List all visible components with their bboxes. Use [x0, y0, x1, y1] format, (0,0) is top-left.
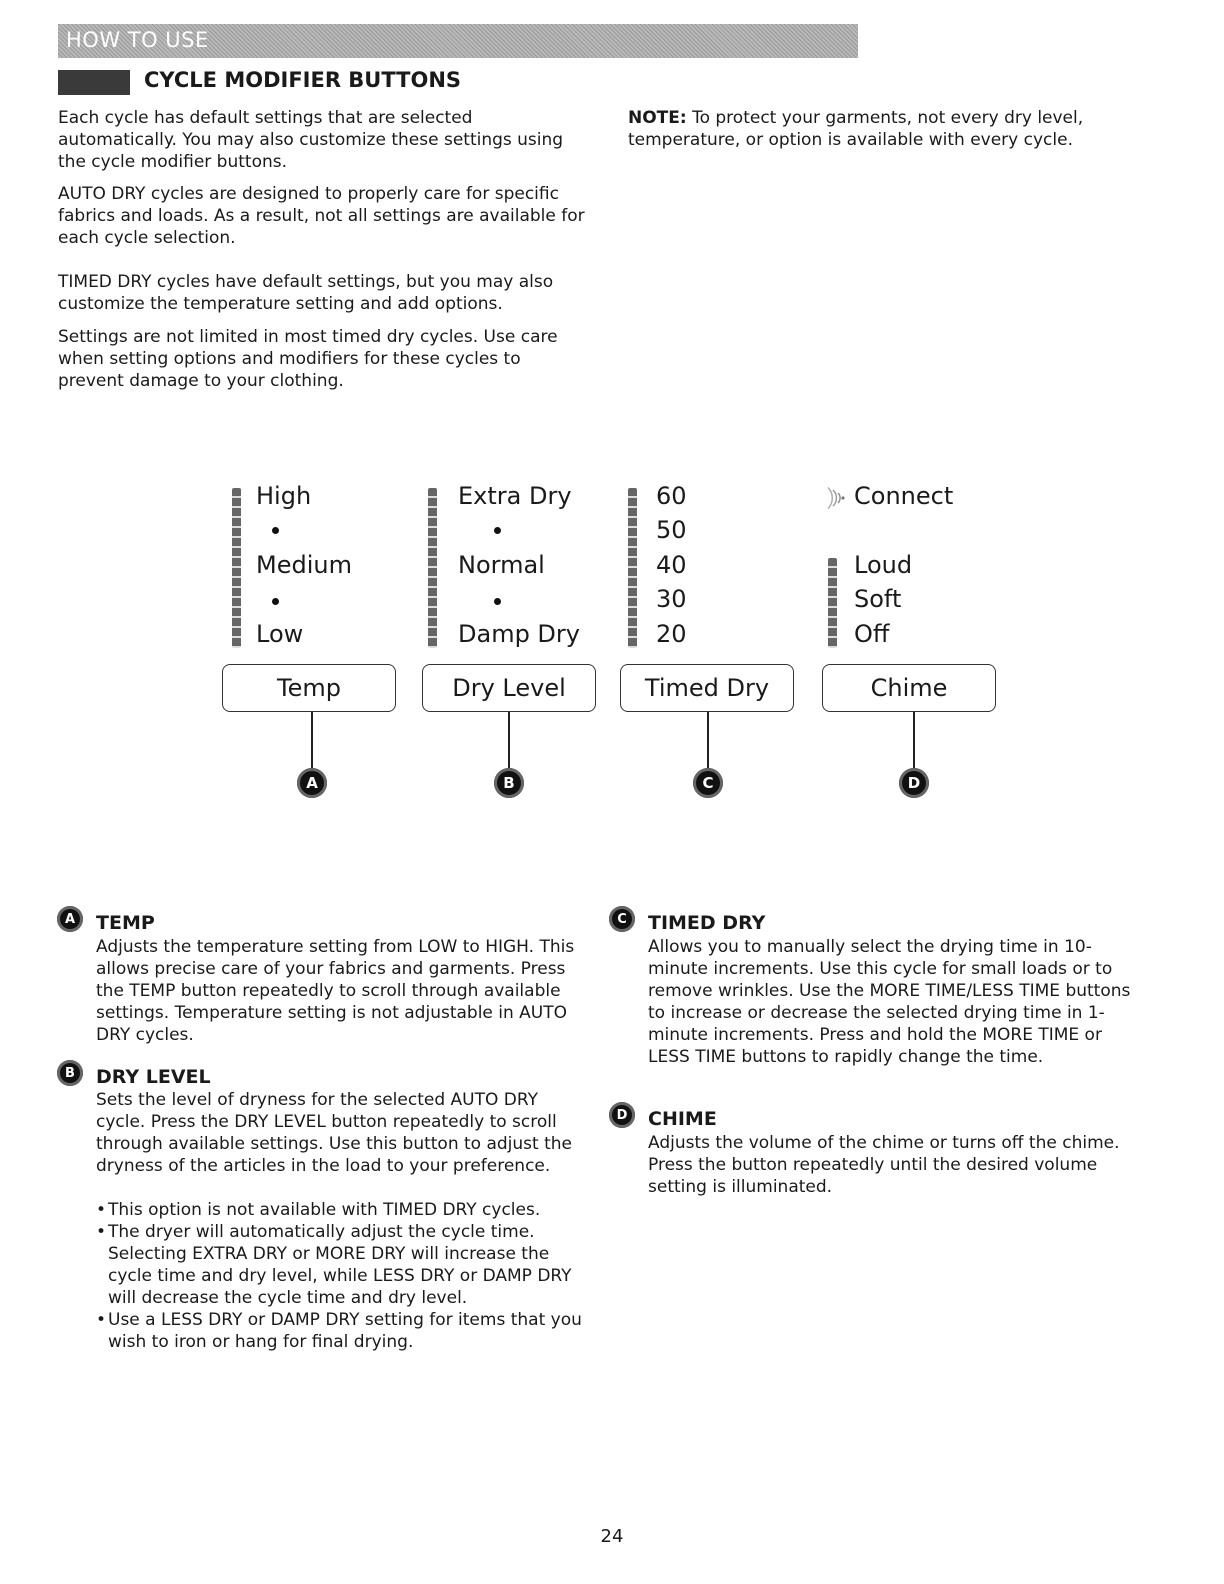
chime-section-heading: CHIME	[648, 1108, 717, 1130]
page-number: 24	[600, 1526, 624, 1547]
section-band	[58, 24, 858, 58]
temp-button[interactable]: Temp	[222, 664, 396, 712]
chime-button[interactable]: Chime	[822, 664, 996, 712]
wifi-connect-icon	[824, 487, 848, 509]
chime-connect-label: Connect	[854, 482, 954, 510]
temp-section-body: Adjusts the temperature setting from LOW to HIGH. This allows precise care of your fabrics and garments. Press the TEMP button repeatedly to scroll through available settings. Temperature setting is not adjustable in AUTO DRY cycles.	[96, 937, 575, 1045]
temp-callout-line	[311, 712, 313, 768]
dry-level-section-badge: B	[57, 1060, 83, 1086]
note-paragraph: NOTE: To protect your garments, not every dry level, temperature, or option is available with every cycle.	[628, 108, 1084, 150]
temp-level-low: Low	[256, 620, 304, 648]
temp-dot	[272, 527, 279, 534]
chime-soft: Soft	[854, 585, 902, 613]
timed-dry-50: 50	[656, 516, 687, 544]
temp-section-heading: TEMP	[96, 912, 155, 934]
intro-paragraph-4: Settings are not limited in most timed dry cycles. Use care when setting options and modifiers for these cycles to prevent damage to your clothing.	[58, 327, 558, 391]
title-block-icon	[58, 70, 130, 95]
list-item: • The dryer will automatically adjust the cycle time. Selecting EXTRA DRY or MORE DRY will increase the cycle time and dry level, while LESS DRY or DAMP DRY will decrease the cycle time and dry level.	[96, 1221, 591, 1309]
dry-level-indicator-bar	[428, 488, 437, 648]
timed-dry-40: 40	[656, 551, 687, 579]
chime-section-body: Adjusts the volume of the chime or turns off the chime. Press the button repeatedly until the desired volume setting is illuminated.	[648, 1133, 1120, 1197]
dry-level-bullet-list	[96, 1199, 591, 1353]
section-label: HOW TO USE	[66, 28, 209, 52]
timed-dry-section-badge: C	[609, 906, 635, 932]
timed-dry-section-heading: TIMED DRY	[648, 912, 766, 934]
temp-section-badge: A	[57, 906, 83, 932]
temp-callout-badge: A	[297, 768, 327, 798]
dry-level-section-heading: DRY LEVEL	[96, 1066, 211, 1088]
dry-level-dot	[494, 598, 501, 605]
dry-level-section-body: Sets the level of dryness for the selected AUTO DRY cycle. Press the DRY LEVEL button repeatedly to scroll through available settings. Use this button to adjust the dryness of the articles in the load to your preference.	[96, 1090, 572, 1176]
dry-level-normal: Normal	[458, 551, 545, 579]
chime-section-badge: D	[609, 1102, 635, 1128]
chime-callout-line	[913, 712, 915, 768]
temp-dot	[272, 598, 279, 605]
dry-level-callout-badge: B	[494, 768, 524, 798]
chime-loud: Loud	[854, 551, 913, 579]
dry-level-damp-dry: Damp Dry	[458, 620, 580, 648]
timed-dry-60: 60	[656, 482, 687, 510]
temp-level-medium: Medium	[256, 551, 352, 579]
temp-level-high: High	[256, 482, 312, 510]
timed-dry-indicator-bar	[628, 488, 637, 648]
chime-indicator-bar	[828, 558, 837, 648]
intro-paragraph-1: Each cycle has default settings that are selected automatically. You may also customize these settings using the cycle modifier buttons.	[58, 108, 564, 172]
list-item: • This option is not available with TIMED DRY cycles.	[96, 1199, 591, 1221]
timed-dry-button[interactable]: Timed Dry	[620, 664, 794, 712]
timed-dry-callout-line	[707, 712, 709, 768]
chime-callout-badge: D	[899, 768, 929, 798]
chime-off: Off	[854, 620, 890, 648]
dry-level-callout-line	[508, 712, 510, 768]
timed-dry-30: 30	[656, 585, 687, 613]
dry-level-dot	[494, 527, 501, 534]
list-item: • Use a LESS DRY or DAMP DRY setting for items that you wish to iron or hang for final drying.	[96, 1309, 591, 1353]
timed-dry-20: 20	[656, 620, 687, 648]
timed-dry-section-body: Allows you to manually select the drying time in 10-minute increments. Use this cycle for small loads or to remove wrinkles. Use the MORE TIME/LESS TIME buttons to increase or decrease the selected drying time in 1-minute increments. Press and hold the MORE TIME or LESS TIME buttons to rapidly change the time.	[648, 937, 1131, 1067]
dry-level-extra-dry: Extra Dry	[458, 482, 572, 510]
page-title: CYCLE MODIFIER BUTTONS	[144, 68, 462, 92]
timed-dry-callout-badge: C	[693, 768, 723, 798]
dry-level-button[interactable]: Dry Level	[422, 664, 596, 712]
temp-indicator-bar	[232, 488, 241, 648]
intro-paragraph-2: AUTO DRY cycles are designed to properly care for specific fabrics and loads. As a result, not all settings are available for each cycle selection.	[58, 184, 585, 248]
intro-paragraph-3: TIMED DRY cycles have default settings, but you may also customize the temperature setting and add options.	[58, 272, 554, 314]
